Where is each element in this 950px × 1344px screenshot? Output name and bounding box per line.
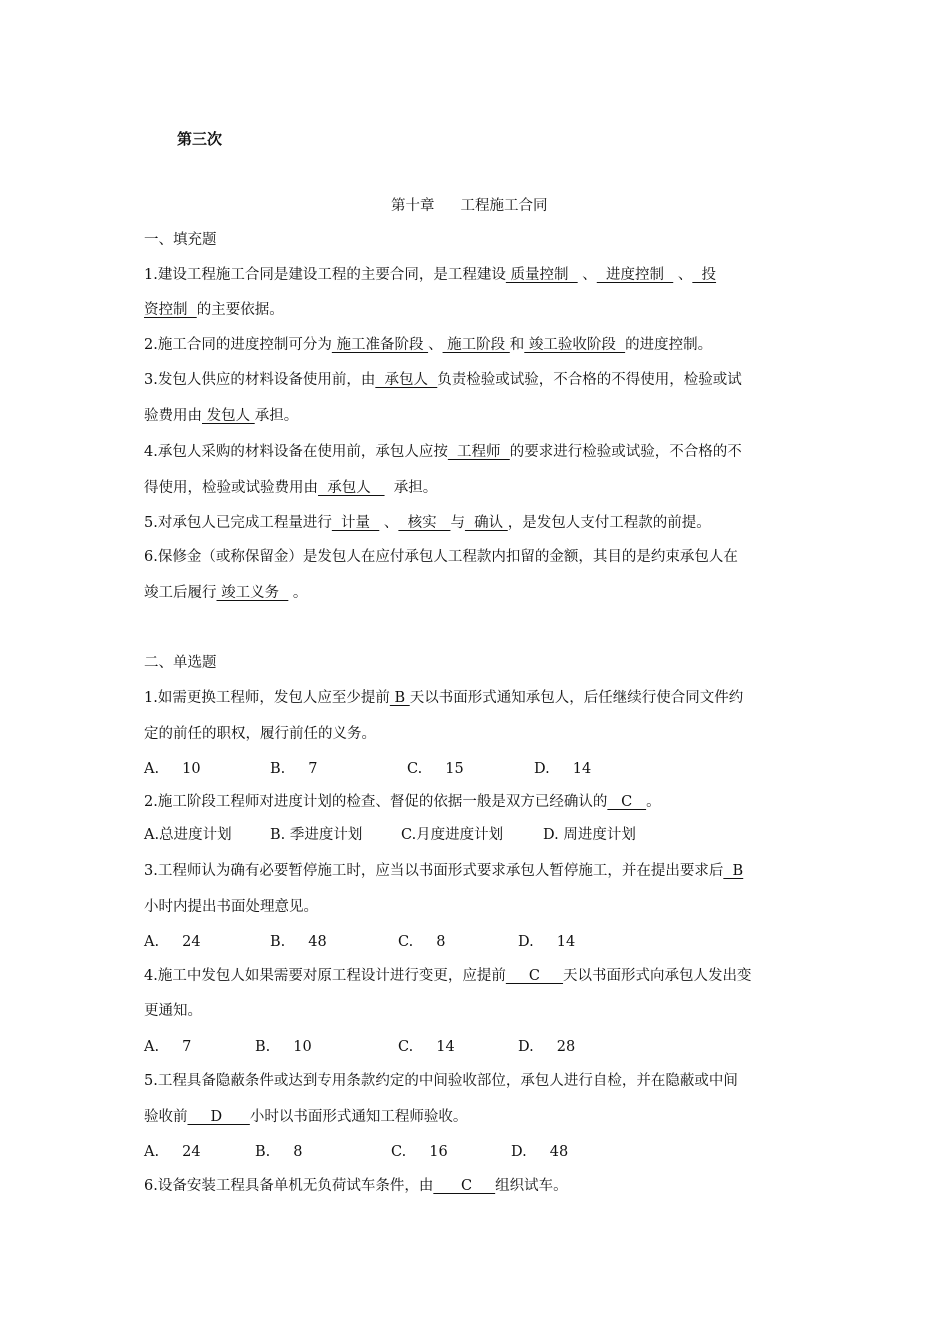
mc-q3-answer: B bbox=[723, 863, 744, 879]
fill-q1-blank3: 投 bbox=[692, 267, 717, 283]
mc-q6-end: 组织试车。 bbox=[495, 1178, 568, 1194]
mc-q2-end: 。 bbox=[646, 794, 661, 810]
fill-q3-text: 3.发包人供应的材料设备使用前，由 bbox=[144, 372, 376, 388]
mc-q2-option-c: C.月度进度计划 bbox=[401, 827, 504, 843]
chapter-name: 工程施工合同 bbox=[460, 198, 548, 214]
fill-q3-blank2: 发包人 bbox=[202, 408, 255, 424]
fill-q1-line1 bbox=[144, 265, 716, 285]
fill-q4-text2: 的要求进行检验或试验，不合格的不 bbox=[509, 444, 742, 460]
fill-q4-blank1: 工程师 bbox=[447, 444, 510, 460]
fill-q2 bbox=[144, 335, 712, 355]
fill-q3-text3: 验费用由 bbox=[144, 408, 202, 424]
fill-q5-blank2: 核实 bbox=[398, 515, 451, 531]
fill-q4-line1 bbox=[144, 442, 742, 462]
fill-q5-text: 5.对承包人已完成工程量进行 bbox=[144, 515, 332, 531]
mc-q4-line2: 更通知。 bbox=[144, 1003, 202, 1019]
mc-q1-line1 bbox=[144, 688, 743, 708]
mc-q3-option-b: B. 48 bbox=[270, 934, 327, 950]
fill-q2-sep1: 、 bbox=[428, 337, 443, 353]
mc-q5-answer: D bbox=[187, 1109, 250, 1125]
section-single-choice-title: 二、单选题 bbox=[144, 655, 217, 671]
fill-q1-end: 的主要依据。 bbox=[196, 302, 284, 318]
mc-q1-option-a: A. 10 bbox=[144, 761, 201, 777]
fill-q6-end: 。 bbox=[288, 585, 308, 601]
fill-q4-line2 bbox=[144, 478, 437, 498]
fill-q2-blank1: 施工准备阶段 bbox=[331, 337, 429, 353]
chapter-number: 第十章 bbox=[391, 198, 435, 214]
fill-q5-blank1: 计量 bbox=[331, 515, 380, 531]
fill-q5 bbox=[144, 513, 711, 533]
mc-q2-option-b: B. 季进度计划 bbox=[270, 827, 363, 843]
mc-q6-text: 6.设备安装工程具备单机无负荷试车条件，由 bbox=[144, 1178, 434, 1194]
mc-q4-answer: C bbox=[505, 968, 564, 984]
fill-q6-text2: 竣工后履行 bbox=[144, 585, 217, 601]
mc-q3-option-d: D. 14 bbox=[518, 934, 576, 950]
mc-q5-option-c: C. 16 bbox=[391, 1144, 448, 1160]
fill-q6-blank1: 竣工义务 bbox=[216, 585, 289, 601]
fill-q2-blank3: 竣工验收阶段 bbox=[524, 337, 626, 353]
mc-q4-option-b: B. 10 bbox=[255, 1039, 312, 1055]
mc-q2-option-d: D. 周进度计划 bbox=[543, 827, 636, 843]
fill-q3-end: 承担。 bbox=[254, 408, 299, 424]
mc-q4-option-a: A. 7 bbox=[144, 1039, 192, 1055]
chapter-title bbox=[391, 196, 548, 216]
mc-q4-text: 4.施工中发包人如果需要对原工程设计进行变更，应提前 bbox=[144, 968, 506, 984]
mc-q3-text: 3.工程师认为确有必要暂停施工时，应当以书面形式要求承包人暂停施工，并在提出要求后 bbox=[144, 863, 724, 879]
fill-q6-line2 bbox=[144, 583, 307, 603]
fill-q6-line1 bbox=[144, 547, 738, 567]
fill-q3-line1 bbox=[144, 370, 742, 390]
mc-q3-line2: 小时内提出书面处理意见。 bbox=[144, 899, 318, 915]
mc-q2-text: 2.施工阶段工程师对进度计划的检查、督促的依据一般是双方已经确认的 bbox=[144, 794, 608, 810]
fill-q5-blank3: 确认 bbox=[464, 515, 508, 531]
mc-q6-answer: C bbox=[433, 1178, 496, 1194]
mc-q1-answer: B bbox=[389, 690, 410, 706]
mc-q5-text3: 小时以书面形式通知工程师验收。 bbox=[249, 1109, 468, 1125]
fill-q4-blank2: 承包人 bbox=[318, 480, 385, 496]
mc-q5-text2: 验收前 bbox=[144, 1109, 188, 1125]
mc-q1-option-c: C. 15 bbox=[407, 761, 464, 777]
mc-q1-line2: 定的前任的职权，履行前任的义务。 bbox=[144, 726, 376, 742]
fill-q5-sep2: 与 bbox=[450, 515, 465, 531]
fill-q3-blank1: 承包人 bbox=[375, 372, 438, 388]
fill-q5-sep1: 、 bbox=[379, 515, 399, 531]
fill-q3-line2 bbox=[144, 406, 298, 426]
mc-q1-text: 1.如需更换工程师，发包人应至少提前 bbox=[144, 690, 390, 706]
fill-q1-blank3-cont: 资控制 bbox=[144, 302, 197, 318]
mc-q4-line1 bbox=[144, 966, 752, 986]
mc-q5-line1: 5.工程具备隐蔽条件或达到专用条款约定的中间验收部位，承包人进行自检，并在隐蔽或中间 bbox=[144, 1073, 738, 1089]
mc-q5-option-a: A. 24 bbox=[144, 1144, 201, 1160]
mc-q5-line2 bbox=[144, 1107, 467, 1127]
page-heading: 第三次 bbox=[177, 130, 223, 148]
mc-q2-option-a: A.总进度计划 bbox=[144, 827, 232, 843]
fill-q2-text: 2.施工合同的进度控制可分为 bbox=[144, 337, 332, 353]
mc-q5-option-d: D. 48 bbox=[511, 1144, 569, 1160]
mc-q5-option-b: B. 8 bbox=[255, 1144, 303, 1160]
fill-q3-text2: 负责检验或试验，不合格的不得使用，检验或试 bbox=[437, 372, 742, 388]
fill-q2-blank2: 施工阶段 bbox=[442, 337, 510, 353]
fill-q2-end: 的进度控制。 bbox=[625, 337, 713, 353]
mc-q3-line1 bbox=[144, 861, 743, 881]
fill-q1-sep1: 、 bbox=[577, 267, 597, 283]
fill-q2-sep2: 和 bbox=[509, 337, 525, 353]
fill-q4-text3: 得使用，检验或试验费用由 bbox=[144, 480, 318, 496]
mc-q1-option-d: D. 14 bbox=[534, 761, 592, 777]
fill-q1-line2 bbox=[144, 300, 284, 320]
fill-q5-end: ，是发包人支付工程款的前提。 bbox=[507, 515, 711, 531]
mc-q6-line1 bbox=[144, 1176, 568, 1196]
fill-q1-blank2: 进度控制 bbox=[596, 267, 674, 283]
mc-q1-text2: 天以书面形式通知承包人，后任继续行使合同文件约 bbox=[409, 690, 744, 706]
fill-q4-text: 4.承包人采购的材料设备在使用前，承包人应按 bbox=[144, 444, 448, 460]
fill-q6-text: 6.保修金（或称保留金）是发包人在应付承包人工程款内扣留的金额，其目的是约束承包人在 bbox=[144, 549, 738, 565]
section-fill-in-title: 一、填充题 bbox=[144, 232, 217, 248]
fill-q1-text: 1.建设工程施工合同是建设工程的主要合同，是工程建设 bbox=[144, 267, 506, 283]
fill-q1-blank1: 质量控制 bbox=[505, 267, 578, 283]
mc-q2-answer: C bbox=[607, 794, 647, 810]
mc-q2-line1 bbox=[144, 792, 661, 812]
mc-q4-option-c: C. 14 bbox=[398, 1039, 455, 1055]
mc-q4-option-d: D. 28 bbox=[518, 1039, 576, 1055]
fill-q4-end: 承担。 bbox=[384, 480, 438, 496]
mc-q3-option-c: C. 8 bbox=[398, 934, 446, 950]
mc-q1-option-b: B. 7 bbox=[270, 761, 318, 777]
mc-q4-text2: 天以书面形式向承包人发出变 bbox=[563, 968, 752, 984]
fill-q1-sep2: 、 bbox=[673, 267, 693, 283]
mc-q3-option-a: A. 24 bbox=[144, 934, 201, 950]
